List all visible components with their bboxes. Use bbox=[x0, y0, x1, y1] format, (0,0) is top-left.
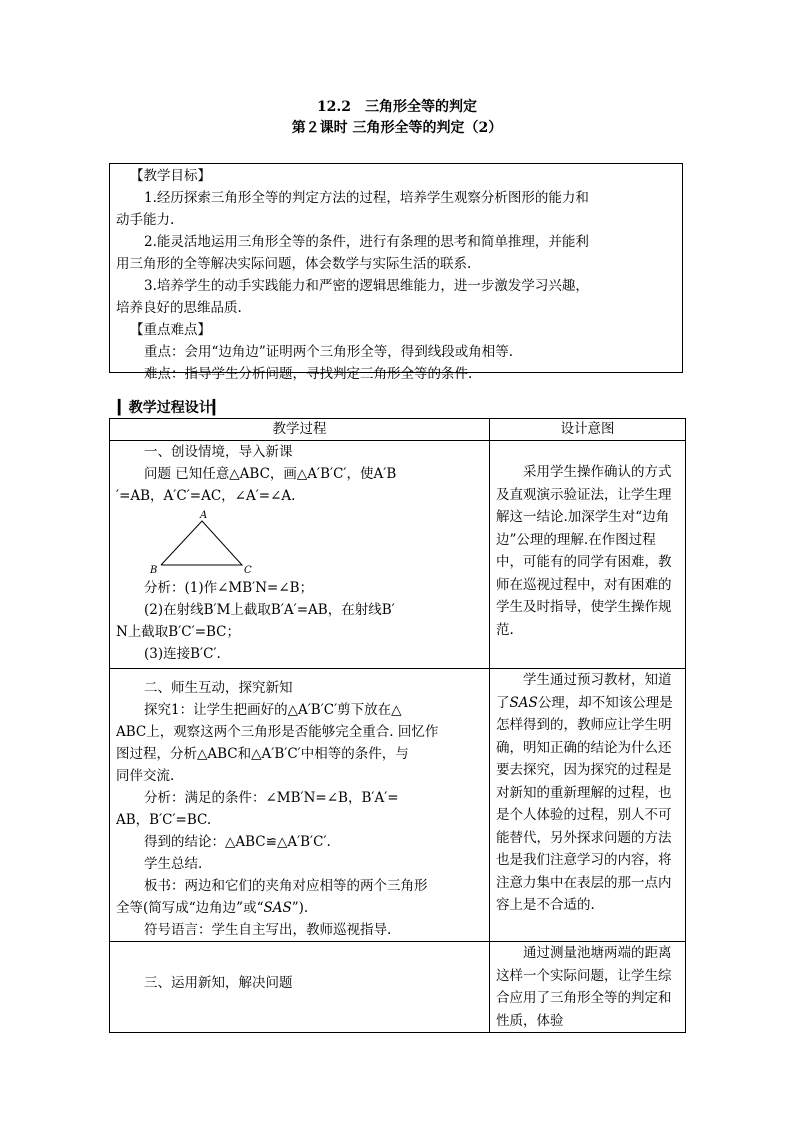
text-line: 全等(简写成“边角边”或“SAS”). bbox=[116, 900, 309, 916]
intent-text: 通过测量池塘两端的距离这样一个实际问题，让学生综合应用了三角形全等的判定和性质，体验 bbox=[496, 945, 672, 1029]
intent-cell bbox=[490, 669, 686, 942]
text-line: 板书：两边和它们的夹角对应相等的两个三角形 bbox=[144, 878, 428, 894]
vertex-label-b: B bbox=[150, 565, 158, 576]
text-line: 同伴交流. bbox=[116, 768, 175, 784]
goals-heading: 【教学目标】 bbox=[130, 168, 211, 184]
text-line: AB，B′C′=BC. bbox=[116, 812, 212, 828]
text-line: ABC上，观察这两个三角形是否能够完全重合. 回忆作 bbox=[116, 724, 439, 740]
vertex-label-c: C bbox=[244, 565, 252, 576]
key-point: 重点：会用“边角边”证明两个三角形全等，得到线段或角相等. bbox=[144, 344, 514, 360]
process-cell bbox=[110, 441, 490, 669]
goal-3: 3.培养学生的动手实践能力和严密的逻辑思维能力，进一步激发学习兴趣， bbox=[144, 278, 589, 294]
keypoints-heading: 【重点难点】 bbox=[130, 322, 211, 338]
goal-1: 1.经历探索三角形全等的判定方法的过程，培养学生观察分析图形的能力和 bbox=[144, 190, 589, 206]
text-line: 分析：满足的条件：∠MB′N=∠B，B′A′= bbox=[144, 790, 399, 806]
lesson-title: 12.2 三角形全等的判定 bbox=[316, 99, 478, 115]
goal-1-cont: 动手能力. bbox=[116, 212, 175, 228]
intent-cell bbox=[490, 441, 686, 669]
text-line: 图过程，分析△ABC和△A′B′C′中相等的条件，与 bbox=[116, 746, 409, 762]
text-line: 探究1：让学生把画好的△A′B′C′剪下放在△ bbox=[144, 702, 402, 718]
sas-term: SAS bbox=[509, 694, 538, 711]
process-cell bbox=[110, 942, 490, 1033]
text-line: (3)连接B′C′. bbox=[144, 646, 221, 662]
section-heading: 一、创设情境，导入新课 bbox=[144, 444, 293, 460]
table-row bbox=[110, 942, 686, 1033]
process-cell bbox=[110, 669, 490, 942]
process-design-label: ▎教学过程设计▎ bbox=[118, 400, 224, 416]
process-table bbox=[109, 418, 686, 1033]
lesson-subtitle: 第２课时 三角形全等的判定（2） bbox=[291, 120, 503, 136]
text-line: ′=AB，A′C′=AC，∠A′=∠A. bbox=[116, 488, 296, 504]
triangle-abc-diagram bbox=[146, 507, 266, 577]
col-header-process: 教学过程 bbox=[110, 419, 490, 441]
triangle-figure bbox=[116, 507, 483, 577]
goal-2: 2.能灵活地运用三角形全等的条件，进行有条理的思考和简单推理，并能利 bbox=[144, 234, 589, 250]
table-row bbox=[110, 669, 686, 942]
col-header-intent: 设计意图 bbox=[490, 419, 686, 441]
intent-text: 学生通过预习教材，知道了SAS公理，却不知该公理是怎样得到的，教师应让学生明确，明知正确的结论为什么还要去探究，因为探究的过程是对新知的重新理解的过程，也是个人体验的过程，别人不可能替代，另外探求问题的方法也是我们注意学习的内容，将注意力集中在表层的那一点内容上是不合适的. bbox=[496, 672, 673, 913]
intent-cell bbox=[490, 942, 686, 1033]
difficulty-point: 难点：指导学生分析问题，寻找判定三角形全等的条件. bbox=[144, 366, 473, 382]
teaching-goals-box bbox=[109, 163, 683, 382]
text-line: 学生总结. bbox=[144, 856, 203, 872]
text-line: 得到的结论：△ABC≌△A′B′C′. bbox=[144, 834, 331, 850]
section-heading: 三、运用新知，解决问题 bbox=[144, 975, 293, 991]
goal-2-cont: 用三角形的全等解决实际问题，体会数学与实际生活的联系. bbox=[116, 256, 472, 272]
section-heading: 二、师生互动，探究新知 bbox=[144, 680, 293, 696]
text-line: 分析：(1)作∠MB′N=∠B； bbox=[144, 580, 314, 596]
goal-3-cont: 培养良好的思维品质. bbox=[116, 300, 242, 316]
vertex-label-a: A bbox=[200, 510, 208, 521]
table-row bbox=[110, 441, 686, 669]
text-line: 符号语言：学生自主写出，教师巡视指导. bbox=[144, 922, 392, 938]
text-line: (2)在射线B′M上截取B′A′=AB，在射线B′ bbox=[144, 602, 395, 618]
intent-text: 采用学生操作确认的方式及直观演示验证法，让学生理解这一结论.加深学生对“边角边”公理的理解.在作图过程中，可能有的同学有困难，教师在巡视过程中，对有困难的学生及时指导，使学生操作规范. bbox=[496, 464, 672, 638]
text-line: 问题 已知任意△ABC，画△A′B′C′，使A′B bbox=[144, 466, 397, 482]
text-line: N上截取B′C′=BC； bbox=[116, 624, 241, 640]
sas-term: SAS bbox=[263, 900, 292, 916]
